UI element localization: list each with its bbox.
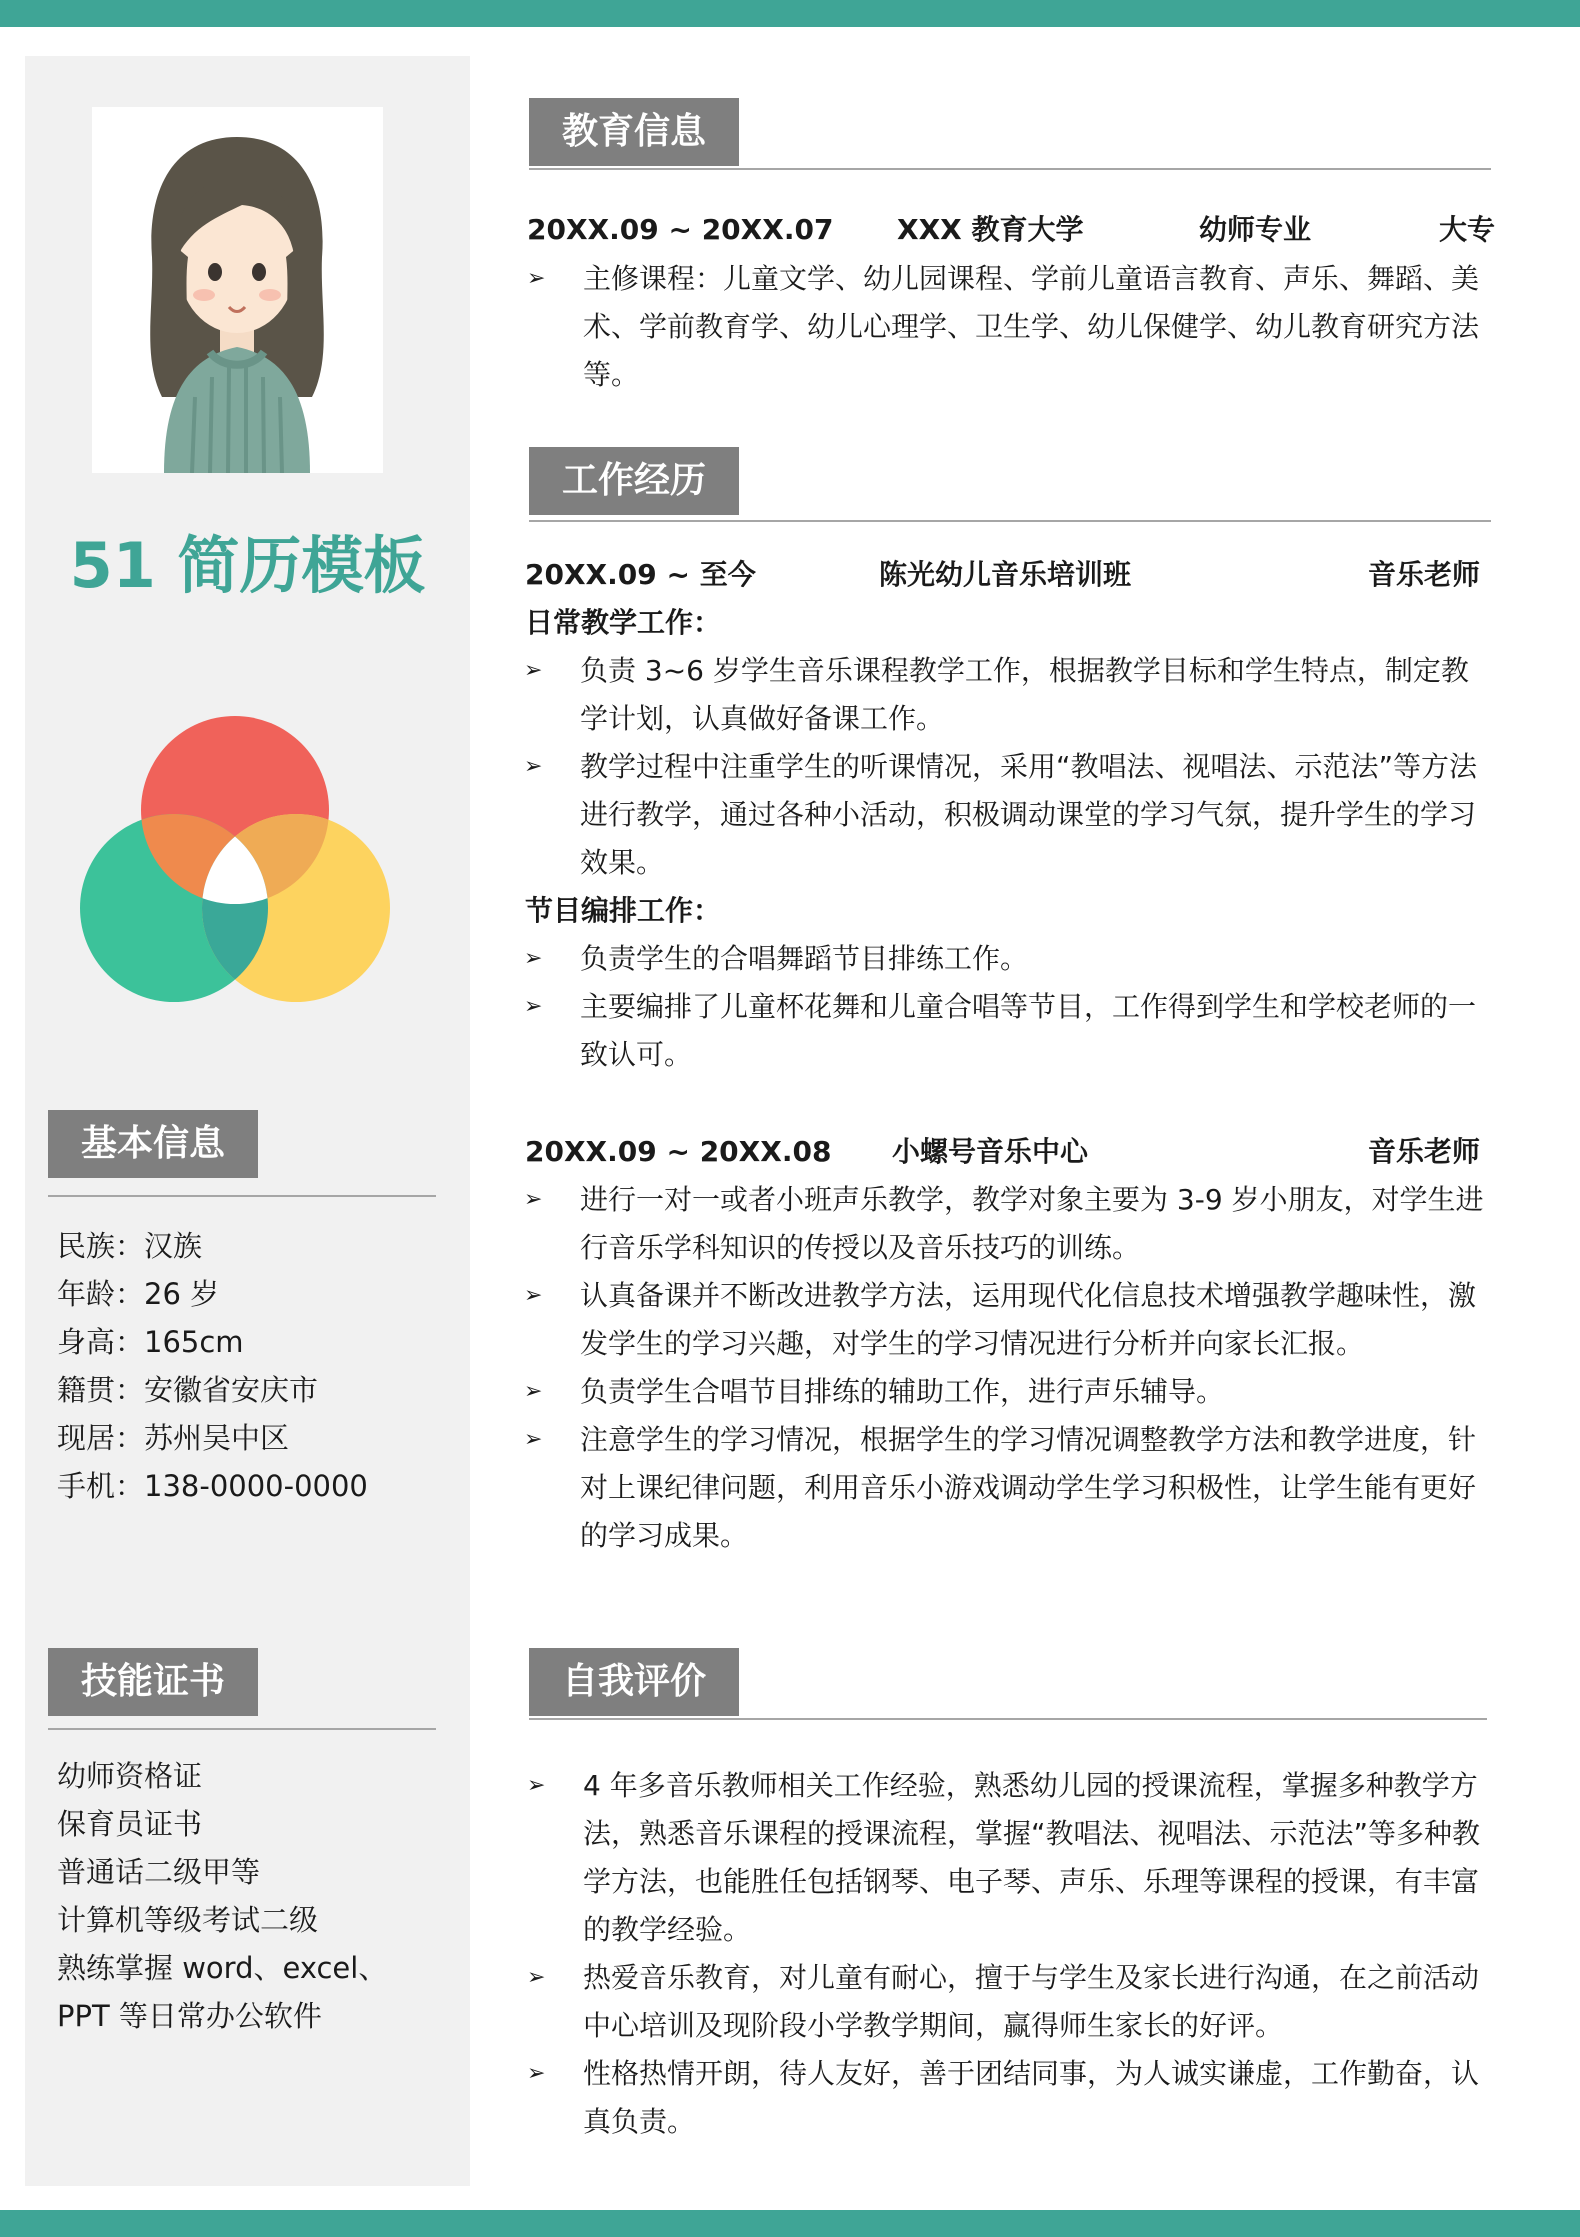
skills-list	[57, 1752, 457, 2040]
skill-item: 熟练掌握 word、excel、	[57, 1951, 388, 1985]
education-header	[525, 210, 1495, 250]
list-item: ➢ 进行一对一或者小班声乐教学，教学对象主要为 3-9 岁小朋友，对学生进行音乐学科知识的传授以及音乐技巧的训练。	[524, 1176, 1490, 1272]
job-company: 小螺号音乐中心	[892, 1135, 1089, 1168]
arrowhead-icon: ➢	[524, 658, 543, 683]
cartoon-girl-avatar-icon	[92, 107, 383, 473]
education-title: 教育信息	[529, 98, 739, 166]
self-eval-divider	[529, 1718, 1487, 1720]
skill-item: 幼师资格证	[57, 1759, 203, 1793]
venn-diagram-icon	[80, 710, 390, 1010]
list-item: ➢ 4 年多音乐教师相关工作经验，熟悉幼儿园的授课流程，掌握多种教学方法，熟悉音乐课程的授课流程，掌握“教唱法、视唱法、示范法”等多种教学方法，也能胜任包括钢琴、电子琴、声乐、乐理等课程的授课，有丰富的教学经验。	[527, 1762, 1495, 1954]
arrowhead-icon: ➢	[524, 754, 543, 779]
arrowhead-icon: ➢	[524, 1187, 543, 1212]
list-item: ➢ 负责 3~6 岁学生音乐课程教学工作，根据教学目标和学生特点，制定教学计划，认真做好备课工作。	[524, 647, 1490, 743]
arrowhead-icon: ➢	[527, 266, 546, 291]
self-eval-bullets	[527, 1762, 1495, 2146]
job-header	[525, 1132, 1480, 1172]
skill-item: 保育员证书	[57, 1807, 203, 1841]
top-accent-bar	[0, 0, 1580, 27]
skill-item: PPT 等日常办公软件	[57, 1999, 322, 2033]
list-item: ➢ 负责学生的合唱舞蹈节目排练工作。	[524, 935, 1490, 983]
education-major: 幼师专业	[1199, 213, 1312, 246]
basic-info-title: 基本信息	[48, 1110, 258, 1178]
basic-info-ethnicity: 民族：汉族	[57, 1229, 203, 1263]
arrowhead-icon: ➢	[524, 994, 543, 1019]
education-bullets	[527, 255, 1495, 399]
education-period: 20XX.09 ~ 20XX.07	[527, 213, 834, 246]
skills-title: 技能证书	[48, 1648, 258, 1716]
list-item: ➢ 热爱音乐教育，对儿童有耐心，擅于与学生及家长进行沟通，在之前活动中心培训及现阶段小学教学期间，赢得师生家长的好评。	[527, 1954, 1495, 2050]
venn-decoration	[80, 710, 390, 1010]
arrowhead-icon: ➢	[524, 946, 543, 971]
education-school: XXX 教育大学	[897, 213, 1084, 246]
basic-info-divider	[48, 1195, 436, 1197]
list-item: ➢ 认真备课并不断改进教学方法，运用现代化信息技术增强教学趣味性，激发学生的学习兴趣，对学生的学习情况进行分析并向家长汇报。	[524, 1272, 1490, 1368]
job-company: 陈光幼儿音乐培训班	[879, 558, 1132, 591]
basic-info-hometown: 籍贯：安徽省安庆市	[57, 1373, 319, 1407]
arrowhead-icon: ➢	[524, 1427, 543, 1452]
education-degree: 大专	[1438, 213, 1495, 246]
job-period: 20XX.09 ~ 20XX.08	[525, 1135, 832, 1168]
list-item: ➢ 教学过程中注重学生的听课情况，采用“教唱法、视唱法、示范法”等方法进行教学，通过各种小活动，积极调动课堂的学习气氛，提升学生的学习效果。	[524, 743, 1490, 887]
avatar	[92, 107, 383, 473]
job-bullets	[524, 935, 1490, 1079]
list-item: ➢ 性格热情开朗，待人友好，善于团结同事，为人诚实谦虚，工作勤奋，认真负责。	[527, 2050, 1495, 2146]
basic-info-residence: 现居：苏州吴中区	[57, 1421, 290, 1455]
arrowhead-icon: ➢	[527, 1773, 546, 1798]
skills-divider	[48, 1728, 436, 1730]
arrowhead-icon: ➢	[524, 1379, 543, 1404]
job-subtitle: 节目编排工作：	[525, 894, 722, 927]
job-role: 音乐老师	[1367, 1135, 1480, 1168]
basic-info-age: 年龄：26 岁	[57, 1277, 220, 1311]
job-role: 音乐老师	[1367, 558, 1480, 591]
basic-info-phone: 手机：138-0000-0000	[57, 1469, 368, 1503]
basic-info-list	[57, 1222, 457, 1510]
arrowhead-icon: ➢	[527, 1965, 546, 1990]
work-divider	[529, 520, 1491, 522]
job-bullets	[524, 647, 1490, 887]
basic-info-height: 身高：165cm	[57, 1325, 244, 1359]
resume-name: 51 简历模板	[69, 529, 426, 602]
skill-item: 计算机等级考试二级	[57, 1903, 319, 1937]
arrowhead-icon: ➢	[524, 1283, 543, 1308]
work-title: 工作经历	[529, 447, 739, 515]
education-divider	[529, 168, 1491, 170]
self-eval-title: 自我评价	[529, 1648, 739, 1716]
job-header	[525, 555, 1480, 595]
skill-item: 普通话二级甲等	[57, 1855, 261, 1889]
bottom-accent-bar	[0, 2210, 1580, 2237]
arrowhead-icon: ➢	[527, 2061, 546, 2086]
job-subtitle: 日常教学工作：	[525, 606, 722, 639]
list-item: ➢ 注意学生的学习情况，根据学生的学习情况调整教学方法和教学进度，针对上课纪律问题，利用音乐小游戏调动学生学习积极性，让学生能有更好的学习成果。	[524, 1416, 1490, 1560]
list-item: ➢ 主要编排了儿童杯花舞和儿童合唱等节目，工作得到学生和学校老师的一致认可。	[524, 983, 1490, 1079]
job-period: 20XX.09 ~ 至今	[525, 558, 756, 591]
list-item: ➢ 主修课程：儿童文学、幼儿园课程、学前儿童语言教育、声乐、舞蹈、美术、学前教育学、幼儿心理学、卫生学、幼儿保健学、幼儿教育研究方法等。	[527, 255, 1495, 399]
job-bullets	[524, 1176, 1490, 1560]
list-item: ➢ 负责学生合唱节目排练的辅助工作，进行声乐辅导。	[524, 1368, 1490, 1416]
